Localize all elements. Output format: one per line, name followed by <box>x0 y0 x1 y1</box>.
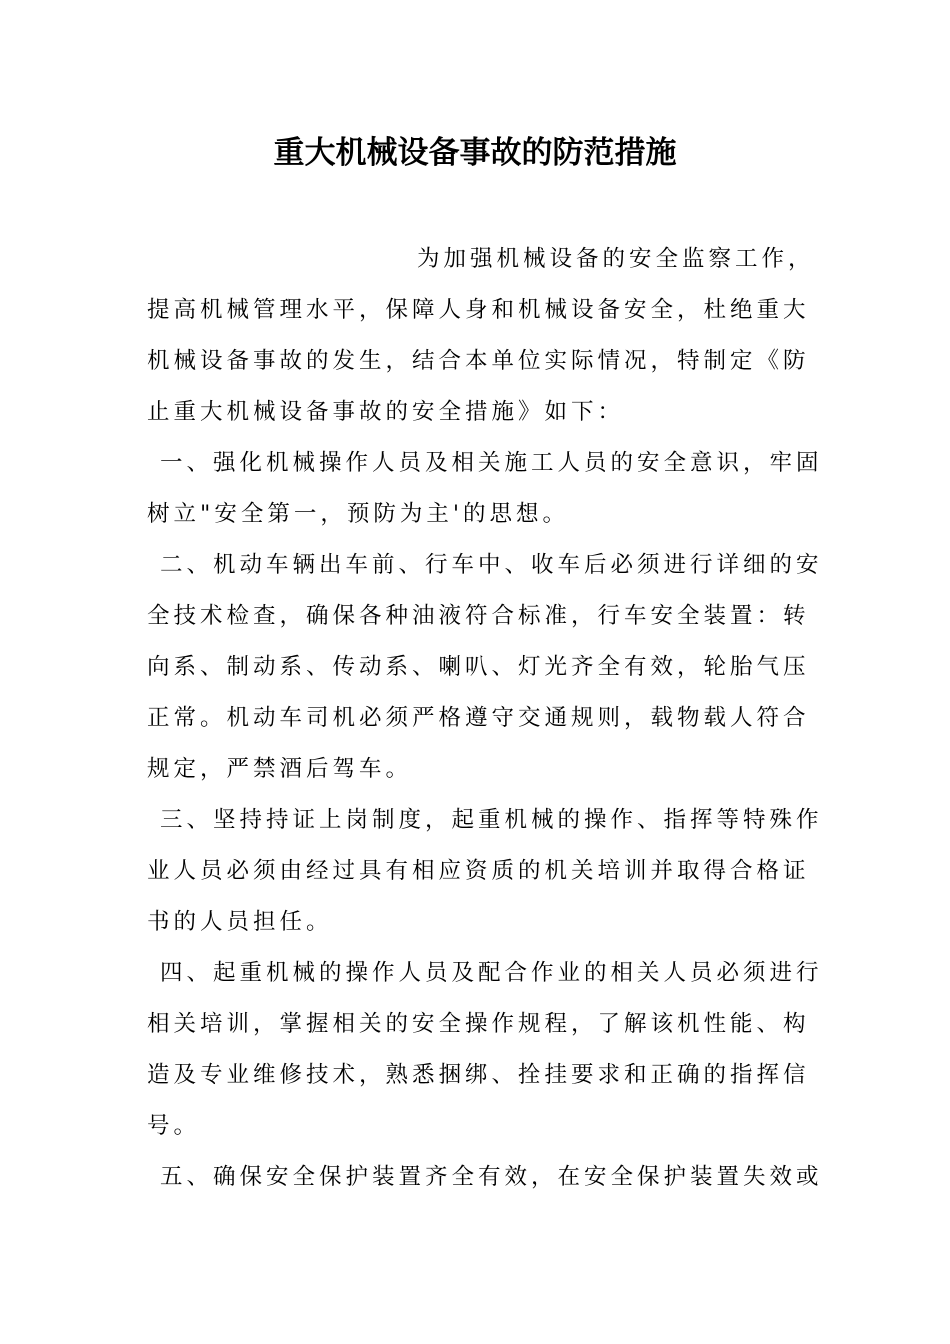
document-body <box>147 234 823 1203</box>
body-line: 止重大机械设备事故的安全措施》如下： <box>147 399 625 425</box>
body-line: 书的人员担任。 <box>147 909 333 935</box>
document-title: 重大机械设备事故的防范措施 <box>273 135 677 171</box>
body-line: 三、坚持持证上岗制度，起重机械的操作、指挥等特殊作 <box>160 807 823 833</box>
body-line: 造及专业维修技术，熟悉捆绑、拴挂要求和正确的指挥信 <box>147 1062 810 1088</box>
body-line: 业人员必须由经过具有相应资质的机关培训并取得合格证 <box>147 858 810 884</box>
body-line: 四、起重机械的操作人员及配合作业的相关人员必须进行 <box>160 960 823 986</box>
body-line: 号。 <box>147 1113 201 1139</box>
body-line: 规定，严禁酒后驾车。 <box>147 756 413 782</box>
body-line: 二、机动车辆出车前、行车中、收车后必须进行详细的安 <box>160 552 823 578</box>
body-line: 一、强化机械操作人员及相关施工人员的安全意识，牢固 <box>160 450 823 476</box>
body-line: 向系、制动系、传动系、喇叭、灯光齐全有效，轮胎气压 <box>147 654 810 680</box>
body-line: 提高机械管理水平，保障人身和机械设备安全，杜绝重大 <box>147 297 810 323</box>
body-line: 相关培训，掌握相关的安全操作规程，了解该机性能、构 <box>147 1011 810 1037</box>
body-line: 五、确保安全保护装置齐全有效，在安全保护装置失效或 <box>160 1164 823 1190</box>
body-line: 全技术检查，确保各种油液符合标准，行车安全装置：转 <box>147 603 810 629</box>
body-line: 正常。机动车司机必须严格遵守交通规则，载物载人符合 <box>147 705 810 731</box>
body-line: 机械设备事故的发生，结合本单位实际情况，特制定《防 <box>147 348 810 374</box>
body-line: 树立"安全第一，预防为主'的思想。 <box>147 501 570 527</box>
body-line: 为加强机械设备的安全监察工作， <box>417 246 815 272</box>
